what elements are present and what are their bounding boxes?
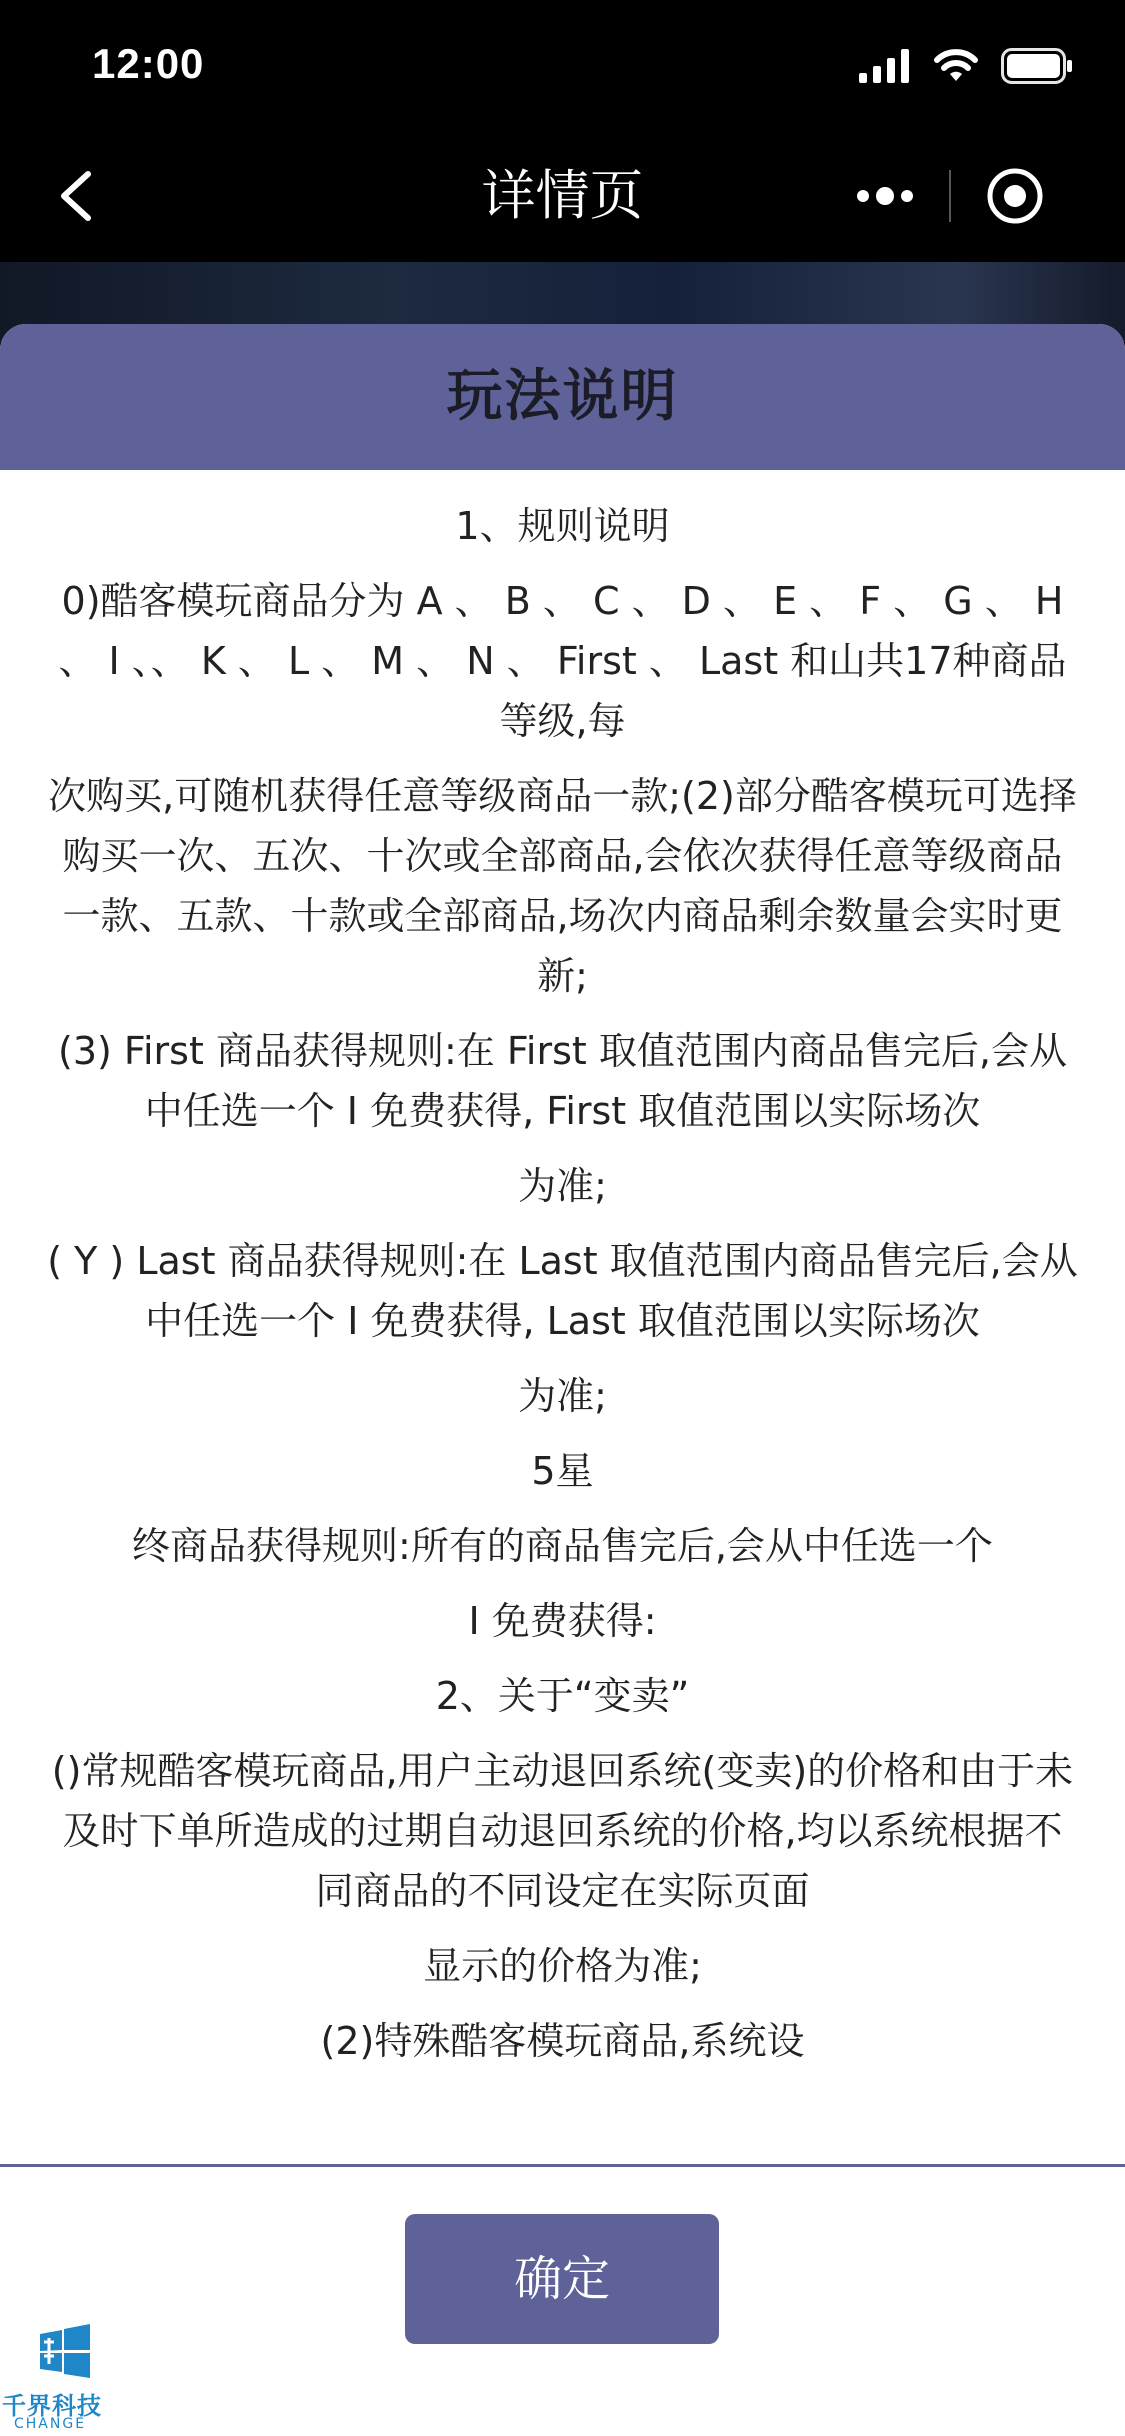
status-bar — [0, 0, 1125, 130]
nav-bar — [0, 130, 1125, 262]
mini-program-capsule — [821, 158, 1081, 234]
modal-header — [0, 324, 1125, 470]
rules-paragraph: 为准; — [518, 1374, 607, 1418]
rules-modal — [0, 324, 1125, 2436]
rules-paragraph: 为准; — [518, 1164, 607, 1208]
modal-title: 玩法说明 — [446, 364, 679, 429]
rules-paragraph: 次购买,可随机获得任意等级商品一款;(2)部分酷客模玩可选择购买一次、五次、十次或全部商品,会依次获得任意等级商品一款、五款、十款或全部商品,场次内商品剩余数量会实时更新; — [48, 774, 1077, 998]
rules-paragraph: 5星 — [531, 1449, 594, 1493]
rules-content — [44, 496, 1081, 2086]
windows-logo-icon — [0, 2320, 130, 2390]
rules-paragraph: 显示的价格为准; — [423, 1944, 702, 1988]
watermark-name: 千界科技 — [2, 2392, 102, 2420]
rules-paragraph: 2、关于“变卖” — [435, 1674, 690, 1718]
rules-paragraph: 终商品获得规则:所有的商品售完后,会从中任选一个 — [132, 1524, 993, 1568]
page-title: 详情页 — [481, 164, 644, 227]
rules-paragraph: ()常规酷客模玩商品,用户主动退回系统(变卖)的价格和由于未及时下单所造成的过期自动退回系统的价格,均以系统根据不同商品的不同设定在实际页面 — [51, 1749, 1074, 1913]
rules-paragraph: 1、规则说明 — [455, 504, 670, 548]
close-target-icon — [985, 166, 1045, 226]
rules-paragraph: 0)酷客模玩商品分为 A 、 B 、 C 、 D 、 E 、 F 、 G 、 H 、 I 、、 K 、 L 、 M 、 N 、 First 、 Last 和山共17种商品等级,每 — [58, 579, 1067, 743]
more-button[interactable] — [821, 158, 949, 234]
battery-icon — [1001, 48, 1073, 84]
wifi-icon — [933, 49, 979, 83]
close-mini-program-button[interactable] — [951, 158, 1079, 234]
rules-paragraph: (2)特殊酷客模玩商品,系统设 — [320, 2019, 805, 2063]
cellular-signal-icon — [859, 49, 911, 83]
status-icons — [859, 48, 1073, 84]
modal-divider — [0, 2164, 1125, 2167]
status-time: 12:00 — [92, 40, 205, 87]
rules-paragraph: I 免费获得: — [468, 1599, 657, 1643]
more-dots-icon — [855, 186, 915, 206]
confirm-button[interactable]: 确定 — [405, 2214, 719, 2344]
rules-paragraph: (3) First 商品获得规则:在 First 取值范围内商品售完后,会从中任选一个 I 免费获得, First 取值范围以实际场次 — [58, 1029, 1067, 1133]
watermark-sub: CHANGE — [14, 2416, 87, 2432]
rules-paragraph: ( Y ) Last 商品获得规则:在 Last 取值范围内商品售完后,会从中任选一个 I 免费获得, Last 取值范围以实际场次 — [47, 1239, 1078, 1343]
company-watermark — [0, 2320, 130, 2436]
